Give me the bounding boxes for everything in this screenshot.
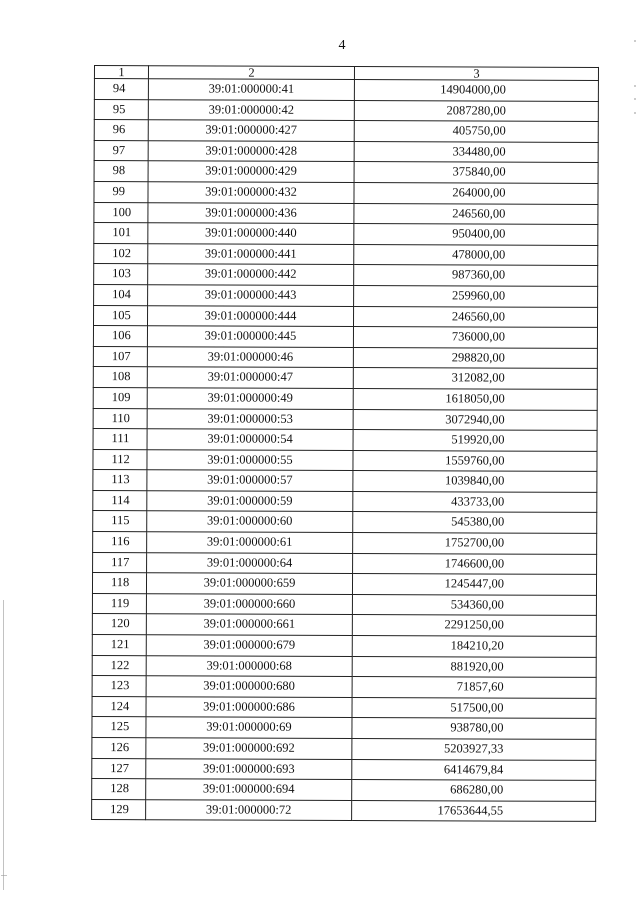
cadastral-value-table [91, 65, 599, 822]
row-number-cell: 118 [92, 573, 146, 594]
value-cell: 938780,00 [352, 718, 596, 740]
cadastral-number-cell: 39:01:000000:436 [148, 202, 354, 223]
row-number-cell: 96 [94, 120, 148, 141]
cadastral-number-cell: 39:01:000000:64 [147, 552, 353, 573]
table-row [92, 717, 596, 740]
value-cell: 184210,20 [352, 636, 596, 658]
value-cell: 1746600,00 [353, 553, 597, 575]
table-row [92, 593, 596, 616]
table-row [93, 387, 597, 410]
scan-artifact [634, 98, 636, 100]
cadastral-number-cell: 39:01:000000:445 [147, 326, 353, 347]
table-row [94, 79, 598, 102]
table-row [94, 161, 598, 184]
table-row [94, 120, 598, 143]
value-cell: 1245447,00 [352, 574, 596, 596]
value-cell: 1752700,00 [353, 533, 597, 555]
page-number: 4 [338, 38, 346, 53]
cadastral-number-cell: 39:01:000000:60 [147, 511, 353, 532]
row-number-cell: 122 [92, 655, 146, 676]
row-number-cell: 128 [92, 779, 146, 800]
table-row [93, 305, 597, 328]
table-row [94, 202, 598, 225]
row-number-cell: 113 [93, 470, 147, 491]
value-cell: 17653644,55 [352, 800, 596, 822]
row-number-cell: 114 [93, 490, 147, 511]
value-cell: 545380,00 [353, 512, 597, 534]
cadastral-number-cell: 39:01:000000:54 [147, 429, 353, 450]
table-row [94, 264, 598, 287]
cadastral-number-cell: 39:01:000000:428 [148, 140, 354, 161]
value-cell: 14904000,00 [354, 80, 598, 102]
row-number-cell: 100 [94, 202, 148, 223]
table-row [93, 490, 597, 513]
cadastral-number-cell: 39:01:000000:661 [146, 614, 352, 635]
table-row [92, 614, 596, 637]
table-row [92, 737, 596, 760]
table-row [92, 758, 596, 781]
table-row [93, 470, 597, 493]
table-row [93, 346, 597, 369]
value-cell: 6414679,84 [352, 759, 596, 781]
value-cell: 375840,00 [354, 162, 598, 184]
row-number-cell: 123 [92, 676, 146, 697]
table-row [93, 408, 597, 431]
cadastral-number-cell: 39:01:000000:694 [146, 779, 352, 800]
cadastral-number-cell: 39:01:000000:68 [146, 655, 352, 676]
row-number-cell: 102 [94, 243, 148, 264]
row-number-cell: 124 [92, 696, 146, 717]
table-row [92, 676, 596, 699]
cadastral-number-cell: 39:01:000000:693 [146, 758, 352, 779]
cadastral-number-cell: 39:01:000000:432 [148, 182, 354, 203]
row-number-cell: 95 [94, 99, 148, 120]
value-cell: 259960,00 [354, 285, 598, 307]
table-body [92, 79, 599, 822]
value-cell: 246560,00 [354, 203, 598, 225]
row-number-cell: 119 [92, 593, 146, 614]
row-number-cell: 109 [93, 387, 147, 408]
table-row [92, 573, 596, 596]
cadastral-number-cell: 39:01:000000:679 [146, 635, 352, 656]
row-number-cell: 112 [93, 449, 147, 470]
value-cell: 264000,00 [354, 182, 598, 204]
table-row [94, 284, 598, 307]
value-cell: 433733,00 [353, 491, 597, 513]
row-number-cell: 121 [92, 635, 146, 656]
cadastral-number-cell: 39:01:000000:444 [147, 305, 353, 326]
cadastral-number-cell: 39:01:000000:686 [146, 697, 352, 718]
cadastral-number-cell: 39:01:000000:660 [146, 594, 352, 615]
row-number-cell: 105 [93, 305, 147, 326]
cadastral-number-cell: 39:01:000000:680 [146, 676, 352, 697]
table-row [93, 532, 597, 555]
row-number-cell: 126 [92, 737, 146, 758]
row-number-cell: 115 [93, 511, 147, 532]
value-cell: 5203927,33 [352, 738, 596, 760]
value-cell: 3072940,00 [353, 409, 597, 431]
row-number-cell: 98 [94, 161, 148, 182]
cadastral-number-cell: 39:01:000000:42 [148, 99, 354, 120]
value-cell: 246560,00 [353, 306, 597, 328]
table-row [94, 99, 598, 122]
table-row [93, 552, 597, 575]
scan-artifact [634, 112, 636, 114]
row-number-cell: 111 [93, 429, 147, 450]
column-header: 2 [148, 66, 354, 80]
table-row [93, 367, 597, 390]
row-number-cell: 94 [94, 79, 148, 100]
table-row [92, 655, 596, 678]
value-cell: 71857,60 [352, 677, 596, 699]
value-cell: 1039840,00 [353, 471, 597, 493]
table-row [93, 326, 597, 349]
table-row [94, 223, 598, 246]
value-cell: 298820,00 [353, 347, 597, 369]
cadastral-number-cell: 39:01:000000:429 [148, 161, 354, 182]
document-table-container [91, 65, 598, 822]
table-row [92, 779, 596, 802]
scan-artifact [3, 600, 4, 890]
row-number-cell: 108 [93, 367, 147, 388]
row-number-cell: 107 [93, 346, 147, 367]
value-cell: 1618050,00 [353, 388, 597, 410]
row-number-cell: 127 [92, 758, 146, 779]
cadastral-number-cell: 39:01:000000:55 [147, 449, 353, 470]
value-cell: 534360,00 [352, 594, 596, 616]
row-number-cell: 120 [92, 614, 146, 635]
cadastral-number-cell: 39:01:000000:659 [146, 573, 352, 594]
table-row [94, 140, 598, 163]
cadastral-number-cell: 39:01:000000:57 [147, 470, 353, 491]
table-row [93, 449, 597, 472]
column-header: 1 [94, 66, 148, 79]
row-number-cell: 101 [94, 223, 148, 244]
row-number-cell: 116 [93, 532, 147, 553]
row-number-cell: 104 [94, 284, 148, 305]
table-row [92, 635, 596, 658]
cadastral-number-cell: 39:01:000000:440 [148, 223, 354, 244]
cadastral-number-cell: 39:01:000000:69 [146, 717, 352, 738]
cadastral-number-cell: 39:01:000000:41 [148, 79, 354, 100]
row-number-cell: 99 [94, 181, 148, 202]
cadastral-number-cell: 39:01:000000:443 [148, 285, 354, 306]
cadastral-number-cell: 39:01:000000:692 [146, 738, 352, 759]
value-cell: 312082,00 [353, 368, 597, 390]
cadastral-number-cell: 39:01:000000:46 [147, 346, 353, 367]
table-row [92, 799, 596, 822]
scan-artifact [634, 40, 636, 42]
row-number-cell: 103 [94, 264, 148, 285]
value-cell: 686280,00 [352, 780, 596, 802]
value-cell: 334480,00 [354, 141, 598, 163]
value-cell: 1559760,00 [353, 450, 597, 472]
cadastral-number-cell: 39:01:000000:442 [148, 264, 354, 285]
table-row [94, 181, 598, 204]
cadastral-number-cell: 39:01:000000:72 [146, 799, 352, 820]
value-cell: 881920,00 [352, 656, 596, 678]
value-cell: 405750,00 [354, 121, 598, 143]
table-row [93, 429, 597, 452]
value-cell: 2087280,00 [354, 100, 598, 122]
scan-artifact [1, 875, 7, 876]
row-number-cell: 129 [92, 799, 146, 820]
cadastral-number-cell: 39:01:000000:61 [147, 532, 353, 553]
value-cell: 987360,00 [354, 265, 598, 287]
cadastral-number-cell: 39:01:000000:59 [147, 491, 353, 512]
value-cell: 950400,00 [354, 224, 598, 246]
value-cell: 519920,00 [353, 430, 597, 452]
column-header: 3 [354, 67, 598, 81]
row-number-cell: 106 [93, 326, 147, 347]
scan-artifact [634, 85, 636, 87]
cadastral-number-cell: 39:01:000000:53 [147, 408, 353, 429]
row-number-cell: 117 [93, 552, 147, 573]
cadastral-number-cell: 39:01:000000:47 [147, 367, 353, 388]
row-number-cell: 97 [94, 140, 148, 161]
value-cell: 736000,00 [353, 327, 597, 349]
value-cell: 478000,00 [354, 244, 598, 266]
row-number-cell: 110 [93, 408, 147, 429]
value-cell: 517500,00 [352, 697, 596, 719]
cadastral-number-cell: 39:01:000000:427 [148, 120, 354, 141]
value-cell: 2291250,00 [352, 615, 596, 637]
table-row [94, 243, 598, 266]
table-row [92, 696, 596, 719]
cadastral-number-cell: 39:01:000000:441 [148, 243, 354, 264]
table-row [93, 511, 597, 534]
cadastral-number-cell: 39:01:000000:49 [147, 388, 353, 409]
row-number-cell: 125 [92, 717, 146, 738]
